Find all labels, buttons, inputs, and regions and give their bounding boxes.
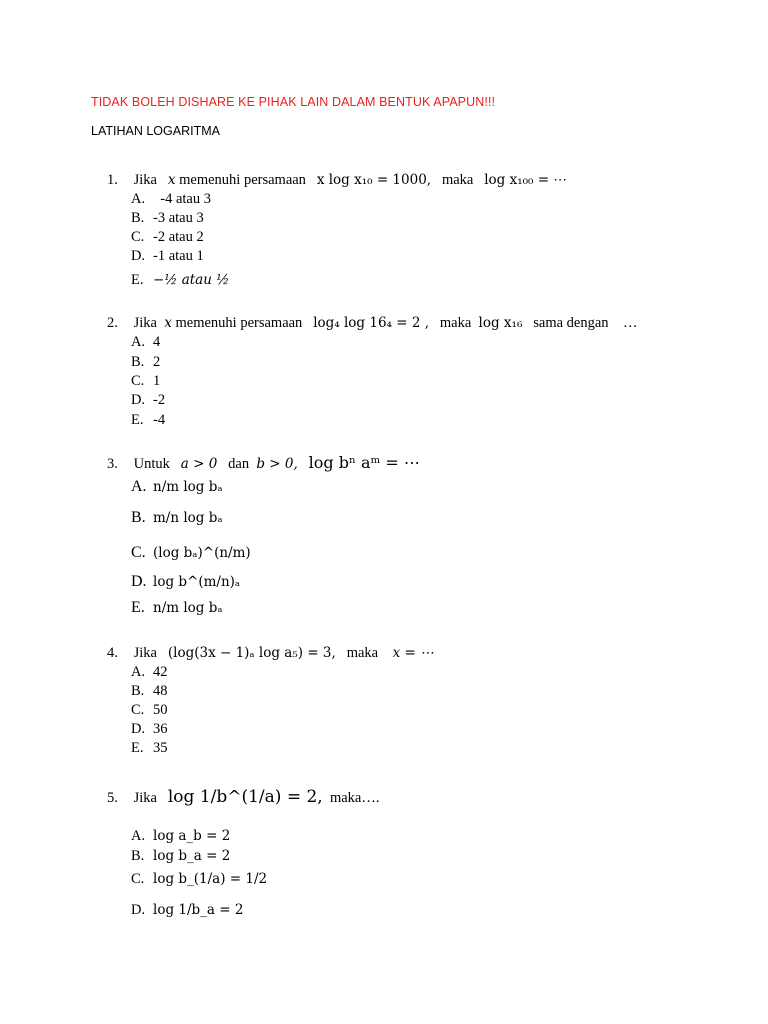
option-letter: D. (131, 902, 146, 918)
option-text: 50 (153, 702, 168, 718)
question-number: 4. (107, 645, 118, 661)
option-letter: B. (131, 848, 145, 864)
option-d[interactable] (131, 573, 240, 591)
option-text: 35 (153, 740, 168, 756)
option-text: log b^(m/n)ₐ (153, 574, 241, 590)
option-e[interactable] (131, 272, 229, 289)
question-text: maka…. (329, 790, 380, 806)
question-text: maka (439, 315, 472, 331)
option-letter: D. (131, 248, 146, 264)
option-e[interactable] (131, 740, 168, 757)
equation: log x₁₆ (478, 315, 523, 331)
option-c[interactable] (131, 229, 204, 246)
question-text: memenuhi persamaan (179, 172, 306, 188)
option-letter: E. (131, 740, 144, 756)
option-text: 2 (153, 354, 161, 370)
option-letter: C. (131, 373, 145, 389)
option-c[interactable] (131, 871, 267, 888)
option-text: log b_a = 2 (153, 848, 231, 864)
option-text: log 1/b_a = 2 (153, 902, 244, 918)
option-b[interactable] (131, 848, 230, 865)
question-text: Untuk (133, 456, 170, 472)
option-d[interactable] (131, 902, 243, 919)
option-letter: B. (131, 354, 145, 370)
question-number: 2. (107, 315, 118, 331)
equation: x log x₁₀ = 1000, (316, 172, 432, 188)
option-b[interactable] (131, 683, 168, 700)
question-text: Jika (133, 315, 157, 331)
question-number: 1. (107, 172, 118, 188)
option-text: −½ atau ½ (153, 272, 230, 288)
option-text: log a_b = 2 (153, 828, 231, 844)
equation: b > 0, (256, 456, 298, 472)
option-letter: D. (131, 721, 146, 737)
option-letter: A. (131, 664, 146, 680)
option-text: m/n log bₐ (153, 510, 223, 526)
option-b[interactable] (131, 210, 204, 227)
question-number: 3. (107, 456, 118, 472)
option-text: 4 (153, 334, 161, 350)
ellipsis: … (623, 315, 638, 331)
option-text: -2 (153, 392, 166, 408)
option-c[interactable] (131, 373, 160, 390)
option-d[interactable] (131, 392, 165, 409)
option-a[interactable] (131, 334, 160, 351)
question-number: 5. (107, 790, 118, 806)
option-text: n/m log bₐ (153, 600, 223, 616)
question-text: maka (346, 645, 379, 661)
question-4-stem (107, 645, 434, 662)
option-letter: C. (131, 871, 145, 887)
option-text: -2 atau 2 (153, 229, 204, 245)
option-letter: E. (131, 412, 144, 428)
option-letter: A. (131, 828, 146, 844)
option-a[interactable] (131, 664, 168, 681)
math-variable: x (167, 172, 176, 188)
option-letter: B. (131, 210, 145, 226)
question-text: sama dengan (533, 315, 609, 331)
question-2-stem (107, 315, 638, 332)
question-5-stem (107, 787, 379, 807)
equation: a > 0 (180, 456, 218, 472)
equation: (log(3x − 1)ₐ log a₅) = 3, (167, 645, 336, 661)
question-3-stem (107, 453, 420, 473)
option-letter: C. (131, 544, 146, 561)
equation: log x₁₀₀ = ⋯ (484, 172, 567, 188)
question-text: memenuhi persamaan (175, 315, 303, 331)
math-variable: x (164, 315, 172, 331)
option-letter: D. (131, 573, 147, 590)
option-text: -4 atau 3 (160, 191, 211, 207)
document-title: LATIHAN LOGARITMA (91, 124, 220, 138)
option-text: -1 atau 1 (153, 248, 204, 264)
option-d[interactable] (131, 248, 204, 265)
option-letter: B. (131, 509, 146, 526)
option-d[interactable] (131, 721, 168, 738)
question-1-stem (107, 172, 567, 189)
equation: log₄ log 16₄ = 2 , (313, 315, 430, 331)
option-a[interactable] (131, 478, 223, 496)
question-text: dan (228, 456, 250, 472)
option-letter: D. (131, 392, 146, 408)
option-letter: E. (131, 272, 144, 288)
equation: log 1/b^(1/a) = 2, (167, 787, 323, 807)
equation: log bⁿ aᵐ = ⋯ (308, 453, 420, 472)
option-text: (log bₐ)^(n/m) (153, 545, 251, 561)
option-text: log b_(1/a) = 1/2 (153, 871, 268, 887)
option-letter: A. (131, 191, 146, 207)
option-e[interactable] (131, 599, 223, 617)
question-text: maka (441, 172, 474, 188)
option-letter: C. (131, 702, 145, 718)
option-letter: E. (131, 599, 145, 616)
option-c[interactable] (131, 544, 251, 562)
option-a[interactable] (131, 828, 230, 845)
option-letter: A. (131, 334, 146, 350)
option-letter: A. (131, 478, 147, 495)
question-text: Jika (133, 172, 157, 188)
option-e[interactable] (131, 412, 165, 429)
option-b[interactable] (131, 354, 160, 371)
option-letter: B. (131, 683, 145, 699)
option-text: n/m log bₐ (153, 479, 223, 495)
option-text: 1 (153, 373, 161, 389)
copyright-warning: TIDAK BOLEH DISHARE KE PIHAK LAIN DALAM BENTUK APAPUN!!! (91, 95, 496, 109)
option-text: 48 (153, 683, 168, 699)
option-text: -3 atau 3 (153, 210, 204, 226)
option-letter: C. (131, 229, 145, 245)
option-text: 36 (153, 721, 168, 737)
option-b[interactable] (131, 509, 223, 527)
option-text: 42 (153, 664, 168, 680)
question-text: Jika (133, 790, 157, 806)
question-text: Jika (133, 645, 157, 661)
option-c[interactable] (131, 702, 168, 719)
option-text: -4 (153, 412, 166, 428)
equation: x = ⋯ (392, 645, 434, 661)
option-a[interactable] (131, 191, 211, 208)
